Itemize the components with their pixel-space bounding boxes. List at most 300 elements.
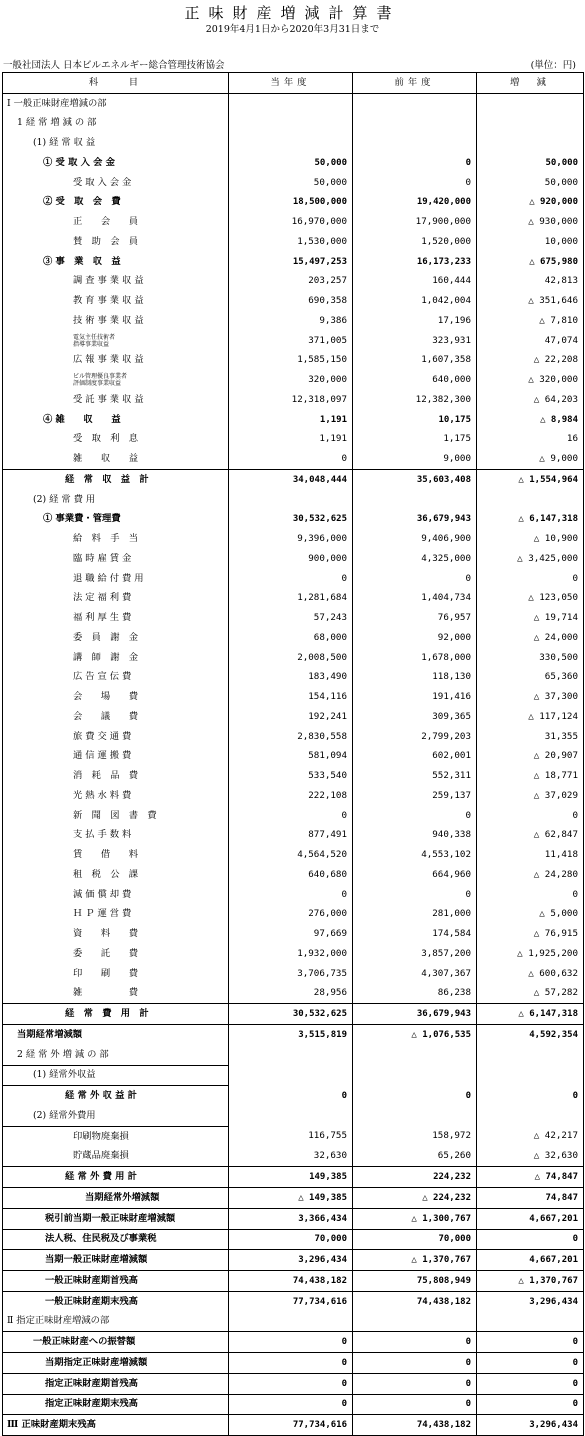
table-row xyxy=(3,766,584,786)
previous-year-value: 2,799,203 xyxy=(353,727,477,747)
row-label: 貯蔵品廃棄損 xyxy=(3,1147,229,1167)
previous-year-value: 1,520,000 xyxy=(353,232,477,252)
change-value: △ 24,280 xyxy=(477,865,584,885)
table-row xyxy=(3,1045,584,1065)
table-row xyxy=(3,648,584,668)
table-row xyxy=(3,1004,584,1025)
previous-year-value: 0 xyxy=(353,1353,477,1374)
current-year-value: 32,630 xyxy=(229,1147,353,1167)
current-year-value: 1,191 xyxy=(229,430,353,450)
organization-name: 一般社団法人 日本ビルエネルギー総合管理技術協会 xyxy=(3,60,225,71)
table-row xyxy=(3,470,584,490)
change-value: 0 xyxy=(477,885,584,905)
current-year-value: 276,000 xyxy=(229,905,353,925)
table-row xyxy=(3,1147,584,1167)
row-label: 賃 借 料 xyxy=(3,845,229,865)
current-year-value: 1,191 xyxy=(229,410,353,430)
table-row xyxy=(3,93,584,113)
table-row xyxy=(3,1188,584,1209)
row-label: 税引前当期一般正味財産増減額 xyxy=(3,1208,229,1229)
current-year-value: 149,385 xyxy=(229,1167,353,1188)
previous-year-value: 1,175 xyxy=(353,430,477,450)
previous-year-value: △ 224,232 xyxy=(353,1188,477,1209)
table-row xyxy=(3,1086,584,1106)
previous-year-value: 0 xyxy=(353,153,477,173)
row-label: 光 熱 水 料 費 xyxy=(3,786,229,806)
previous-year-value: 86,238 xyxy=(353,984,477,1004)
table-row xyxy=(3,232,584,252)
previous-year-value: 9,000 xyxy=(353,449,477,469)
period-label: 2019年4月1日から2020年3月31日まで xyxy=(205,24,380,35)
row-label: 給 料 手 当 xyxy=(3,529,229,549)
table-row xyxy=(3,410,584,430)
current-year-value: 70,000 xyxy=(229,1229,353,1250)
previous-year-value: 70,000 xyxy=(353,1229,477,1250)
table-row xyxy=(3,1291,584,1311)
table-row xyxy=(3,212,584,232)
row-label: 広 告 宣 伝 費 xyxy=(3,668,229,688)
current-year-value xyxy=(229,1045,353,1065)
row-label-line2: 指導事業収益 xyxy=(73,340,110,348)
change-value: △ 8,984 xyxy=(477,410,584,430)
change-value xyxy=(477,490,584,510)
change-value: △ 1,925,200 xyxy=(477,944,584,964)
statement-body xyxy=(3,73,584,1436)
row-label: ① 事業費・管理費 xyxy=(3,510,229,530)
change-value: 0 xyxy=(477,806,584,826)
table-row xyxy=(3,252,584,272)
previous-year-value: 0 xyxy=(353,885,477,905)
change-value xyxy=(477,133,584,153)
change-value: △ 19,714 xyxy=(477,608,584,628)
table-row xyxy=(3,291,584,311)
change-value: △ 3,425,000 xyxy=(477,549,584,569)
current-year-value: 900,000 xyxy=(229,549,353,569)
change-value: △ 117,124 xyxy=(477,707,584,727)
row-label: 経 常 外 収 益 計 xyxy=(3,1086,229,1106)
current-year-value: 877,491 xyxy=(229,826,353,846)
current-year-value: 34,048,444 xyxy=(229,470,353,490)
change-value: 0 xyxy=(477,1373,584,1394)
previous-year-value: 4,553,102 xyxy=(353,845,477,865)
table-row xyxy=(3,272,584,292)
row-label: (1) 経 常 収 益 xyxy=(3,133,229,153)
change-value: 16 xyxy=(477,430,584,450)
table-row xyxy=(3,668,584,688)
previous-year-value: 1,678,000 xyxy=(353,648,477,668)
current-year-value: 9,386 xyxy=(229,311,353,331)
row-label: ③ 事 業 収 益 xyxy=(3,252,229,272)
change-value: 74,847 xyxy=(477,1188,584,1209)
column-header-current: 当年度 xyxy=(229,73,353,94)
change-value: 42,813 xyxy=(477,272,584,292)
current-year-value: 0 xyxy=(229,1353,353,1374)
change-value: △ 10,900 xyxy=(477,529,584,549)
row-label: 新 聞 図 書 費 xyxy=(3,806,229,826)
row-label: 旅 費 交 通 費 xyxy=(3,727,229,747)
previous-year-value: 74,438,182 xyxy=(353,1291,477,1311)
row-label: 技 術 事 業 収 益 xyxy=(3,311,229,331)
table-row xyxy=(3,173,584,193)
current-year-value: 28,956 xyxy=(229,984,353,1004)
previous-year-value: 940,338 xyxy=(353,826,477,846)
row-label: 広 報 事 業 収 益 xyxy=(3,351,229,371)
current-year-value: 57,243 xyxy=(229,608,353,628)
current-year-value: 3,706,735 xyxy=(229,964,353,984)
previous-year-value: 65,260 xyxy=(353,1147,477,1167)
previous-year-value: 174,584 xyxy=(353,924,477,944)
change-value: △ 6,147,318 xyxy=(477,1004,584,1025)
row-label: (2) 経常外費用 xyxy=(3,1106,229,1126)
previous-year-value: 0 xyxy=(353,1373,477,1394)
row-label: 教 育 事 業 収 益 xyxy=(3,291,229,311)
row-label: 会 場 費 xyxy=(3,687,229,707)
table-row xyxy=(3,1106,584,1126)
row-label: 減 価 償 却 費 xyxy=(3,885,229,905)
current-year-value xyxy=(229,93,353,113)
header-row xyxy=(3,73,584,94)
change-value: △ 920,000 xyxy=(477,193,584,213)
row-label: 指定正味財産期末残高 xyxy=(3,1394,229,1415)
table-row xyxy=(3,529,584,549)
current-year-value xyxy=(229,133,353,153)
current-year-value: 0 xyxy=(229,449,353,469)
table-row xyxy=(3,430,584,450)
previous-year-value: 191,416 xyxy=(353,687,477,707)
row-label: 会 議 費 xyxy=(3,707,229,727)
unit-label: (単位：円) xyxy=(530,60,576,71)
current-year-value: 183,490 xyxy=(229,668,353,688)
table-row xyxy=(3,1229,584,1250)
row-label: 当期一般正味財産増減額 xyxy=(3,1250,229,1271)
previous-year-value: △ 1,076,535 xyxy=(353,1025,477,1045)
table-row xyxy=(3,924,584,944)
row-label: 指定正味財産期首残高 xyxy=(3,1373,229,1394)
change-value xyxy=(477,1312,584,1332)
current-year-value: 1,530,000 xyxy=(229,232,353,252)
previous-year-value: 664,960 xyxy=(353,865,477,885)
current-year-value: 116,755 xyxy=(229,1126,353,1146)
previous-year-value xyxy=(353,133,477,153)
current-year-value: 1,281,684 xyxy=(229,589,353,609)
current-year-value xyxy=(229,1106,353,1126)
table-row xyxy=(3,964,584,984)
current-year-value: 1,585,150 xyxy=(229,351,353,371)
change-value: △ 18,771 xyxy=(477,766,584,786)
current-year-value: 3,296,434 xyxy=(229,1250,353,1271)
row-label: 受 取 利 息 xyxy=(3,430,229,450)
row-label-line1: ビル管理優良事業者 xyxy=(73,373,128,381)
change-value: △ 6,147,318 xyxy=(477,510,584,530)
table-row xyxy=(3,153,584,173)
current-year-value: 0 xyxy=(229,1086,353,1106)
previous-year-value: 12,382,300 xyxy=(353,390,477,410)
row-label: 講 師 謝 金 xyxy=(3,648,229,668)
table-row xyxy=(3,826,584,846)
change-value: 0 xyxy=(477,1229,584,1250)
table-row xyxy=(3,1250,584,1271)
previous-year-value xyxy=(353,490,477,510)
row-label: 一般正味財産への振替額 xyxy=(3,1332,229,1353)
previous-year-value: 4,307,367 xyxy=(353,964,477,984)
previous-year-value xyxy=(353,1312,477,1332)
table-row xyxy=(3,727,584,747)
current-year-value: 3,515,819 xyxy=(229,1025,353,1045)
current-year-value: 690,358 xyxy=(229,291,353,311)
table-row xyxy=(3,687,584,707)
current-year-value: 2,008,500 xyxy=(229,648,353,668)
previous-year-value xyxy=(353,1045,477,1065)
change-value xyxy=(477,1065,584,1086)
change-value: △ 930,000 xyxy=(477,212,584,232)
current-year-value: 9,396,000 xyxy=(229,529,353,549)
change-value: △ 22,208 xyxy=(477,351,584,371)
row-label: ④ 雑 収 益 xyxy=(3,410,229,430)
table-row xyxy=(3,1394,584,1415)
row-label: 経 常 費 用 計 xyxy=(3,1004,229,1025)
change-value: △ 351,646 xyxy=(477,291,584,311)
row-label: (2) 経 常 費 用 xyxy=(3,490,229,510)
previous-year-value: 74,438,182 xyxy=(353,1415,477,1436)
change-value: 0 xyxy=(477,1332,584,1353)
change-value: △ 37,029 xyxy=(477,786,584,806)
row-label: 退 職 給 付 費 用 xyxy=(3,569,229,589)
table-row xyxy=(3,1373,584,1394)
current-year-value: 74,438,182 xyxy=(229,1271,353,1292)
change-value: △ 675,980 xyxy=(477,252,584,272)
row-label: 受 託 事 業 収 益 xyxy=(3,390,229,410)
previous-year-value: 0 xyxy=(353,1086,477,1106)
change-value: △ 64,203 xyxy=(477,390,584,410)
previous-year-value xyxy=(353,1065,477,1086)
table-row xyxy=(3,133,584,153)
previous-year-value: 19,420,000 xyxy=(353,193,477,213)
previous-year-value: 118,130 xyxy=(353,668,477,688)
current-year-value: 533,540 xyxy=(229,766,353,786)
change-value: 4,667,201 xyxy=(477,1250,584,1271)
current-year-value: 0 xyxy=(229,1394,353,1415)
previous-year-value: 259,137 xyxy=(353,786,477,806)
current-year-value: 0 xyxy=(229,569,353,589)
table-row xyxy=(3,944,584,964)
table-row xyxy=(3,1065,584,1086)
column-header-previous: 前年度 xyxy=(353,73,477,94)
current-year-value: 203,257 xyxy=(229,272,353,292)
current-year-value: 50,000 xyxy=(229,153,353,173)
previous-year-value: 9,406,900 xyxy=(353,529,477,549)
row-label: 法人税、住民税及び事業税 xyxy=(3,1229,229,1250)
current-year-value: 581,094 xyxy=(229,747,353,767)
table-row xyxy=(3,1353,584,1374)
current-year-value: 68,000 xyxy=(229,628,353,648)
row-label: 雑 費 xyxy=(3,984,229,1004)
row-label: 臨 時 雇 賃 金 xyxy=(3,549,229,569)
table-row xyxy=(3,490,584,510)
table-row xyxy=(3,589,584,609)
previous-year-value: 17,196 xyxy=(353,311,477,331)
row-label: 当期経常増減額 xyxy=(3,1025,229,1045)
row-label: 2 経 常 外 増 減 の 部 xyxy=(3,1045,229,1065)
row-label: 1 経 常 増 減 の 部 xyxy=(3,114,229,134)
change-value: 50,000 xyxy=(477,153,584,173)
change-value: 10,000 xyxy=(477,232,584,252)
table-row xyxy=(3,608,584,628)
table-row xyxy=(3,390,584,410)
current-year-value: 154,116 xyxy=(229,687,353,707)
current-year-value: 16,970,000 xyxy=(229,212,353,232)
current-year-value: 18,500,000 xyxy=(229,193,353,213)
table-row xyxy=(3,569,584,589)
previous-year-value: 224,232 xyxy=(353,1167,477,1188)
previous-year-value: 4,325,000 xyxy=(353,549,477,569)
row-label: 委 託 費 xyxy=(3,944,229,964)
table-row xyxy=(3,331,584,351)
table-row xyxy=(3,1271,584,1292)
current-year-value: △ 149,385 xyxy=(229,1188,353,1209)
row-label: Ⅱ 指定正味財産増減の部 xyxy=(3,1312,229,1332)
change-value: 47,074 xyxy=(477,331,584,351)
row-label-line1: 電気主任技術者 xyxy=(73,333,116,341)
change-value: 0 xyxy=(477,1353,584,1374)
table-row xyxy=(3,747,584,767)
row-label: 消 耗 品 費 xyxy=(3,766,229,786)
row-label: Ⅲ 正味財産期末残高 xyxy=(3,1415,229,1436)
change-value: △ 62,847 xyxy=(477,826,584,846)
row-label: 法 定 福 利 費 xyxy=(3,589,229,609)
row-label: 印 刷 費 xyxy=(3,964,229,984)
previous-year-value: 160,444 xyxy=(353,272,477,292)
previous-year-value: 76,957 xyxy=(353,608,477,628)
row-label xyxy=(3,331,229,351)
change-value: △ 1,370,767 xyxy=(477,1271,584,1292)
change-value: 65,360 xyxy=(477,668,584,688)
current-year-value: 0 xyxy=(229,1373,353,1394)
change-value: 0 xyxy=(477,1394,584,1415)
change-value: △ 20,907 xyxy=(477,747,584,767)
table-row xyxy=(3,1025,584,1045)
previous-year-value: 0 xyxy=(353,1332,477,1353)
column-header-item: 科 目 xyxy=(3,73,229,94)
previous-year-value: 158,972 xyxy=(353,1126,477,1146)
table-row xyxy=(3,1167,584,1188)
previous-year-value: 10,175 xyxy=(353,410,477,430)
table-row xyxy=(3,370,584,390)
previous-year-value: 3,857,200 xyxy=(353,944,477,964)
row-label: 当期経常外増減額 xyxy=(3,1188,229,1209)
previous-year-value: △ 1,370,767 xyxy=(353,1250,477,1271)
table-row xyxy=(3,449,584,469)
table-row xyxy=(3,628,584,648)
change-value: △ 123,050 xyxy=(477,589,584,609)
previous-year-value: 35,603,408 xyxy=(353,470,477,490)
current-year-value: 0 xyxy=(229,1332,353,1353)
row-label: Ⅰ 一般正味財産増減の部 xyxy=(3,93,229,113)
table-row xyxy=(3,707,584,727)
previous-year-value: 281,000 xyxy=(353,905,477,925)
previous-year-value: 0 xyxy=(353,173,477,193)
previous-year-value: 309,365 xyxy=(353,707,477,727)
current-year-value: 4,564,520 xyxy=(229,845,353,865)
table-row xyxy=(3,549,584,569)
table-row xyxy=(3,806,584,826)
change-value: △ 24,000 xyxy=(477,628,584,648)
table-row xyxy=(3,510,584,530)
table-row xyxy=(3,865,584,885)
previous-year-value: 17,900,000 xyxy=(353,212,477,232)
table-row xyxy=(3,311,584,331)
current-year-value: 222,108 xyxy=(229,786,353,806)
current-year-value: 320,000 xyxy=(229,370,353,390)
row-label-line2: 評価制度事業収益 xyxy=(73,380,122,388)
current-year-value: 1,932,000 xyxy=(229,944,353,964)
change-value: △ 1,554,964 xyxy=(477,470,584,490)
row-label: 委 員 謝 金 xyxy=(3,628,229,648)
previous-year-value: 1,042,004 xyxy=(353,291,477,311)
change-value: △ 32,630 xyxy=(477,1147,584,1167)
current-year-value: 0 xyxy=(229,806,353,826)
change-value: △ 5,000 xyxy=(477,905,584,925)
change-value: △ 76,915 xyxy=(477,924,584,944)
change-value: 0 xyxy=(477,1086,584,1106)
table-row xyxy=(3,885,584,905)
row-label: ① 受 取 入 会 金 xyxy=(3,153,229,173)
table-row xyxy=(3,1332,584,1353)
table-row xyxy=(3,905,584,925)
previous-year-value: 1,404,734 xyxy=(353,589,477,609)
row-label: 一般正味財産期首残高 xyxy=(3,1271,229,1292)
row-label: 正 会 員 xyxy=(3,212,229,232)
table-row xyxy=(3,1208,584,1229)
table-row xyxy=(3,1415,584,1436)
change-value: △ 7,810 xyxy=(477,311,584,331)
current-year-value: 30,532,625 xyxy=(229,510,353,530)
row-label: 印刷物廃棄損 xyxy=(3,1126,229,1146)
row-label: 一般正味財産期末残高 xyxy=(3,1291,229,1311)
current-year-value: 77,734,616 xyxy=(229,1291,353,1311)
row-label: 受 取 入 会 金 xyxy=(3,173,229,193)
change-value xyxy=(477,1106,584,1126)
change-value: 50,000 xyxy=(477,173,584,193)
change-value: △ 37,300 xyxy=(477,687,584,707)
row-label: Ｈ Ｐ 運 営 費 xyxy=(3,905,229,925)
change-value: △ 320,000 xyxy=(477,370,584,390)
current-year-value: 97,669 xyxy=(229,924,353,944)
previous-year-value xyxy=(353,93,477,113)
previous-year-value: 36,679,943 xyxy=(353,1004,477,1025)
change-value: △ 74,847 xyxy=(477,1167,584,1188)
previous-year-value: 323,931 xyxy=(353,331,477,351)
previous-year-value: 640,000 xyxy=(353,370,477,390)
table-row xyxy=(3,1312,584,1332)
table-row xyxy=(3,786,584,806)
document-title: 正味財産増減計算書 xyxy=(184,4,401,22)
row-label: 雑 収 益 xyxy=(3,449,229,469)
current-year-value xyxy=(229,114,353,134)
previous-year-value: 75,808,949 xyxy=(353,1271,477,1292)
row-label: 通 信 運 搬 費 xyxy=(3,747,229,767)
row-label: 経 常 収 益 計 xyxy=(3,470,229,490)
previous-year-value: 0 xyxy=(353,1394,477,1415)
row-label: 賛 助 会 員 xyxy=(3,232,229,252)
current-year-value: 0 xyxy=(229,885,353,905)
change-value: 4,592,354 xyxy=(477,1025,584,1045)
current-year-value: 77,734,616 xyxy=(229,1415,353,1436)
current-year-value: 640,680 xyxy=(229,865,353,885)
change-value: △ 9,000 xyxy=(477,449,584,469)
table-row xyxy=(3,845,584,865)
current-year-value xyxy=(229,490,353,510)
previous-year-value: 552,311 xyxy=(353,766,477,786)
